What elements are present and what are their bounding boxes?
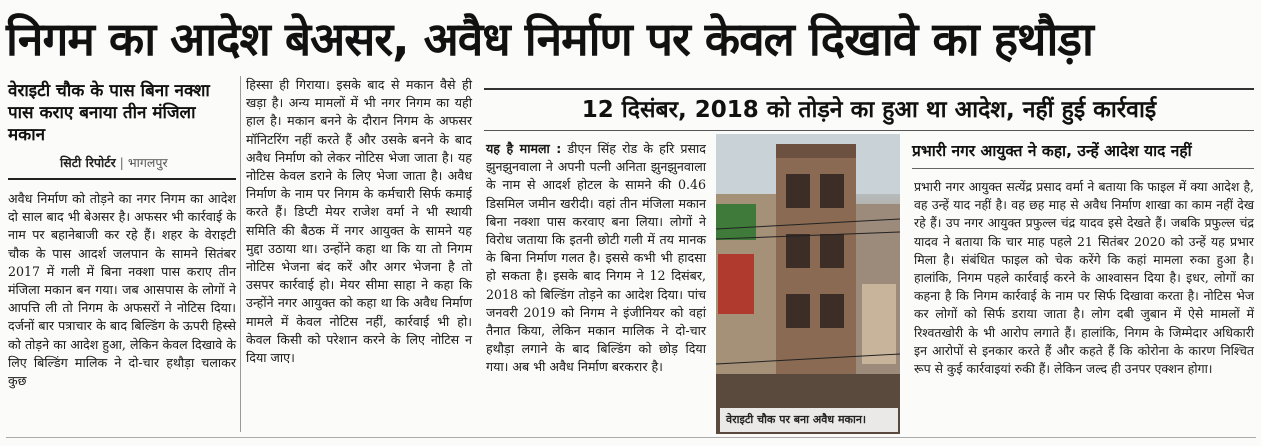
middle-bottom-rule [484, 130, 1254, 131]
byline-reporter: सिटी रिपोर्टर [60, 155, 116, 170]
photo-caption: वेराइटी चौक पर बना अवैध मकान। [720, 408, 898, 432]
left-story-subhead: वेराइटी चौक के पास बिना नक्शा पास कराए बनाया तीन मंजिला मकान [8, 81, 210, 145]
building-photo [716, 134, 900, 434]
left-story-body-col2: हिस्सा ही गिराया। इसके बाद से मकान वैसे ही खड़ा है। अन्य मामलों में भी नगर निगम का यही हाल है। मकान बनने के दौरान निगम के अफसर मॉनिटरिंग नहीं करते हैं और उसके बनने के बाद अवैध निर्माण को लेकर नोटिस भेजा जाता है। यह नोटिस केवल डराने के लिए भेजा जाता है। अवैध निर्माण के नाम पर निगम के कर्मचारी सिर्फ कमाई करते हैं। डिप्टी मेयर राजेश वर्मा ने भी स्थायी समिति की बैठक में नगर आयुक्त के सामने यह मुद्दा उठाया था। उन्होंने कहा था कि या तो निगम नोटिस भेजना बंद करें और अगर भेजना है तो उसपर कार्रवाई हो। मेयर सीमा साहा ने कहा कि उन्होंने नगर आयुक्त को कहा था कि अवैध निर्माण मामले में केवल नोटिस नहीं, कार्रवाई भी हो। केवल किसी को परेशान करने के लिए नोटिस न दिया जाए। [246, 77, 472, 366]
column-divider [240, 76, 241, 432]
byline-separator: | [115, 155, 128, 170]
building-illustration [716, 134, 900, 434]
middle-top-rule [484, 88, 1254, 90]
middle-story-body [486, 140, 706, 377]
main-headline: निगम का आदेश बेअसर, अवैध निर्माण पर केवल दिखावे का हथौड़ा [6, 12, 1093, 66]
left-divider [8, 178, 236, 180]
byline-place: भागलपुर [127, 155, 168, 170]
right-story-subhead: प्रभारी नगर आयुक्त ने कहा, उन्हें आदेश याद नहीं [912, 142, 1192, 160]
right-story-body: प्रभारी नगर आयुक्त सत्येंद्र प्रसाद वर्मा ने बताया कि फाइल में क्या आदेश है, वह उन्हें याद नहीं है। वह छह माह से अवैध निर्माण शाखा का काम नहीं देख रहे हैं। उप नगर आयुक्त प्रफुल्ल चंद्र यादव इसे देखते हैं। जबकि प्रफुल्ल चंद्र यादव ने बताया कि चार माह पहले 21 सितंबर 2020 को उन्हें यह प्रभार मिला है। संबंधित फाइल को चेक करेंगे कि कहां मामला रुका हुआ है। हालांकि, निगम पहले कार्रवाई करने के आश्वासन दिया है। इधर, लोगों का कहना है कि निगम कार्रवाई के नाम पर सिर्फ दिखावा करता है। नोटिस भेज कर लोगों को सिर्फ डराया जाता है। लोग दबी जुबान में ऐसे मामलों में रिश्वतखोरी के भी आरोप लगाते हैं। हालांकि, निगम के जिम्मेदार अधिकारी इन आरोपों से इनकार करते हैं और कहते हैं कि कोरोना के कारण निश्चित रूप से कुई कार्रवाइयां रुकी हैं। लेकिन जल्द ही उनपर एक्शन होगा। [914, 179, 1254, 377]
middle-story-lead-label: यह है मामला : [486, 141, 562, 156]
left-story-body-col1: अवैध निर्माण को तोड़ने का नगर निगम का आदेश दो साल बाद भी बेअसर है। अफसर भी कार्रवाई के नाम पर बहानेबाजी कर रहे हैं। शहर के वेराइटी चौक के पास आदर्श जलपान के सामने सितंबर 2017 में गली में बिना नक्शा पास कराए तीन मंजिला मकान बन गया। जब आसपास के लोगों ने आपत्ति ली तो निगम के अफसरों ने नोटिस दिया। दर्जनों बार पत्राचार के बाद बिल्डिंग के ऊपरी हिस्से को तोड़ने का आदेश हुआ, लेकिन केवल दिखावे के लिए बिल्डिंग मालिक ने दो-चार हथौड़ा चलाकर कुछ [8, 191, 236, 389]
footer-rule [6, 437, 1256, 438]
byline [60, 154, 168, 172]
middle-story-text: डीएन सिंह रोड के हरि प्रसाद झुनझुनवाला ने अपनी पत्नी अनिता झुनझुनवाला के नाम से आदर्श होटल के सामने की 0.46 डिसमिल जमीन खरीदी। वहां तीन मंजिला मकान बिना नक्शा पास करवाए बना लिया। लोगों ने विरोध जताया कि इतनी छोटी गली में तय मानक के बिना निर्माण गलत है। इससे कभी भी हादसा हो सकता है। इसके बाद निगम ने 12 दिसंबर, 2018 को बिल्डिंग तोड़ने का आदेश दिया। पांच जनवरी 2019 को निगम ने इंजीनियर को वहां तैनात किया, लेकिन मकान मालिक ने दो-चार हथौड़ा लगाने के बाद बिल्डिंग को छोड़ दिया गया। अब भी अवैध निर्माण बरकरार है। [486, 141, 706, 375]
right-divider [912, 168, 1254, 169]
middle-story-subhead: 12 दिसंबर, 2018 को तोड़ने का हुआ था आदेश, नहीं हुई कार्रवाई [581, 97, 1157, 123]
